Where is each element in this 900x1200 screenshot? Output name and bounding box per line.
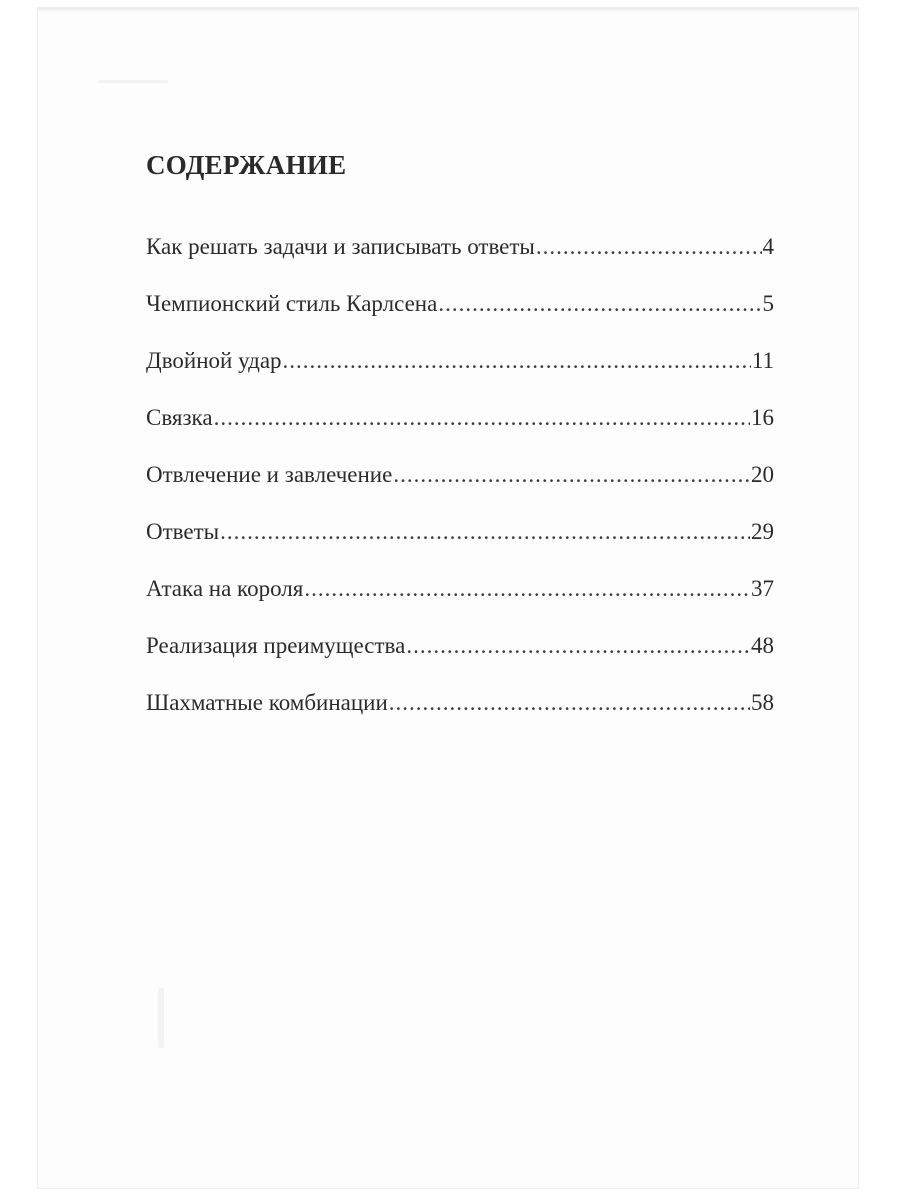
- toc-entry[interactable]: [146, 519, 774, 576]
- toc-page-number: 58: [751, 690, 774, 715]
- toc-page-number: 48: [751, 633, 774, 658]
- toc-leader-dots: [214, 405, 750, 431]
- toc-leader-dots: [283, 348, 751, 374]
- toc-entry[interactable]: [146, 633, 774, 690]
- book-page: [38, 8, 858, 1188]
- page-title: СОДЕРЖАНИЕ: [146, 150, 347, 180]
- toc-page-number: 4: [762, 234, 774, 259]
- toc-entry[interactable]: [146, 690, 774, 747]
- toc-entry[interactable]: [146, 348, 774, 405]
- toc-entry-title: Атака на короля: [146, 576, 304, 601]
- toc-entry-title: Как решать задачи и записывать ответы: [146, 234, 535, 259]
- toc-entry-title: Связка: [146, 405, 213, 430]
- toc-leader-dots: [304, 576, 750, 602]
- toc-leader-dots: [220, 519, 750, 545]
- toc-page-number: 29: [751, 519, 774, 544]
- scan-artifact: [98, 80, 168, 83]
- toc-leader-dots: [536, 234, 762, 260]
- toc-entry-title: Двойной удар: [146, 348, 282, 373]
- toc-entry[interactable]: [146, 462, 774, 519]
- toc-page-number: 37: [751, 576, 774, 601]
- toc-leader-dots: [393, 462, 750, 488]
- toc-leader-dots: [438, 291, 761, 317]
- toc-entry-title: Отвлечение и завлечение: [146, 462, 393, 487]
- toc-leader-dots: [389, 690, 750, 716]
- toc-page-number: 20: [751, 462, 774, 487]
- toc-entry-title: Реализация преимущества: [146, 633, 406, 658]
- toc-leader-dots: [406, 633, 750, 659]
- toc-entry-title: Ответы: [146, 519, 220, 544]
- scan-artifact: [158, 988, 164, 1048]
- toc-entry-title: Шахматные комбинации: [146, 690, 388, 715]
- toc-entry[interactable]: [146, 291, 774, 348]
- table-of-contents: [146, 234, 774, 747]
- toc-page-number: 11: [751, 348, 774, 373]
- toc-entry-title: Чемпионский стиль Карлсена: [146, 291, 438, 316]
- toc-page-number: 5: [762, 291, 774, 316]
- toc-page-number: 16: [751, 405, 774, 430]
- toc-entry[interactable]: [146, 234, 774, 291]
- toc-entry[interactable]: [146, 576, 774, 633]
- toc-entry[interactable]: [146, 405, 774, 462]
